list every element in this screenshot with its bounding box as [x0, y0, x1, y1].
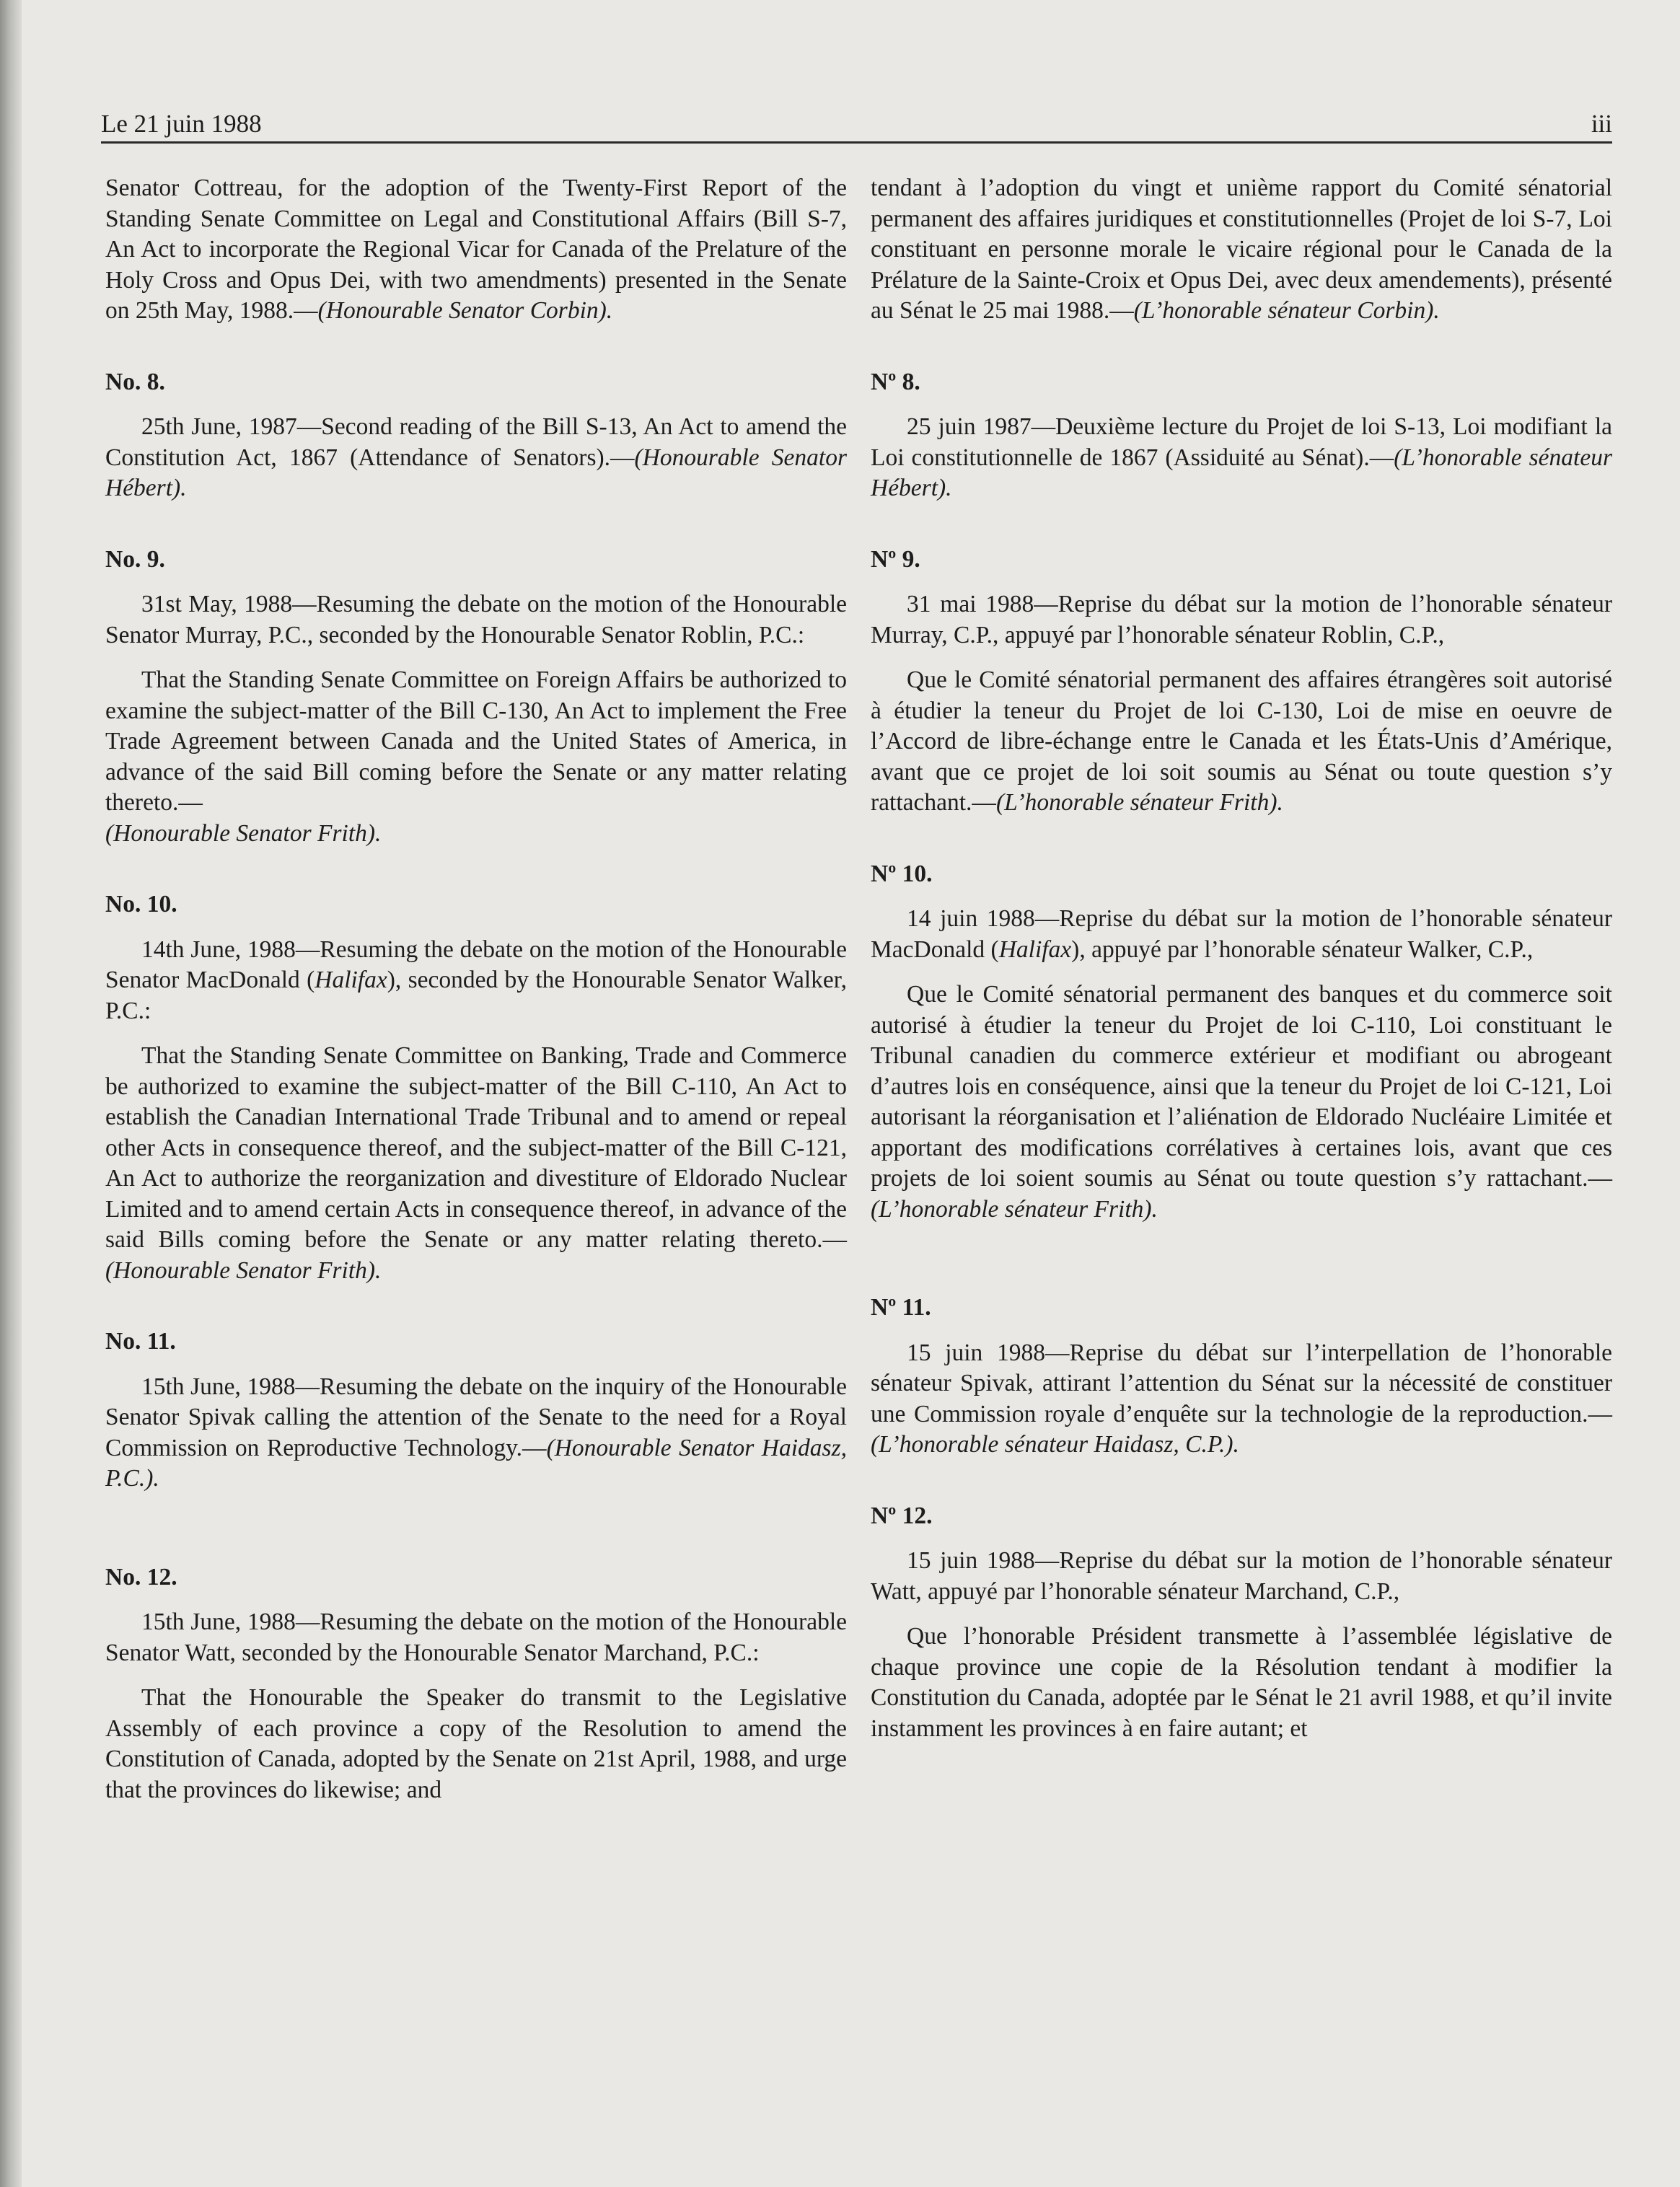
item-12-motion-fr: Que l’honorable Président transmette à l’assemblée législative de chaque province une copie de la Résolution tendant à modifier la Constitution du Canada, adoptée par le Sénat le 21 avril 1988, et qu’il invite instamment les provinces à en faire autant; et	[871, 1623, 1612, 1742]
item-9-sponsor-en: (Honourable Senator Frith).	[105, 819, 382, 847]
item-11-text-en: 15th June, 1988—Resuming the debate on the inquiry of the Honourable Senator Spivak calling the attention of the Senate to the need for a Royal Commission on Reproductive Technology.—(Honourable Senator Haidasz, P.C.).	[105, 1373, 847, 1492]
item-11-heading-fr: Nº 11.	[871, 1294, 931, 1321]
item-11-sponsor-en: (Honourable Senator Haidasz, P.C.).	[105, 1434, 847, 1492]
item-8-heading-fr: Nº 8.	[871, 368, 920, 395]
item-10-heading-en: No. 10.	[105, 891, 177, 918]
item-8-sponsor-en: (Honourable Senator Hébert).	[105, 444, 847, 501]
item-10-heading-fr: Nº 10.	[871, 860, 933, 887]
item-12-heading-en: No. 12.	[105, 1563, 177, 1590]
item-10-motion-en: That the Standing Senate Committee on Banking, Trade and Commerce be authorized to examine the subject-matter of the Bill C-110, An Act to establish the Canadian International Trade Tribunal and to amend or repeal other Acts in consequence thereof, and the subject-matter of the Bill C-121, An Act to authorize the reorganization and divestiture of Eldorado Nuclear Limited and to amend certain Acts in consequence thereof, in advance of the said Bills coming before the Senate or any matter relating thereto.—(Honourable Senator Frith).	[105, 1042, 847, 1284]
item-8-heading-en: No. 8.	[105, 368, 165, 395]
item-8-text-en: 25th June, 1987—Second reading of the Bill S-13, An Act to amend the Constitution Act, 1867 (Attendance of Senators).—(Honourable Senator Hébert).	[105, 413, 847, 501]
item-12-text-fr: 15 juin 1988—Reprise du débat sur la motion de l’honorable sénateur Watt, appuyé par l’honorable sénateur Marchand, C.P.,	[871, 1547, 1612, 1605]
english-column	[105, 173, 847, 1805]
item-8-sponsor-fr: (L’honorable sénateur Hébert).	[871, 444, 1612, 501]
item-12-heading-fr: Nº 12.	[871, 1502, 933, 1529]
item-8-text-fr: 25 juin 1987—Deuxième lecture du Projet de loi S-13, Loi modifiant la Loi constitutionnelle de 1867 (Assiduité au Sénat).—(L’honorable sénateur Hébert).	[871, 413, 1612, 501]
item-9-motion-fr: Que le Comité sénatorial permanent des affaires étrangères soit autorisé à étudier la teneur du Projet de loi C-130, Loi de mise en oeuvre de l’Accord de libre-échange entre le Canada et les États-Unis d’Amérique, avant que ce projet de loi soit soumis au Sénat ou toute question s’y rattachant.—(L’honorable sénateur Frith).	[871, 666, 1612, 816]
item-10-text-fr: 14 juin 1988—Reprise du débat sur la motion de l’honorable sénateur MacDonald (Halifax), appuyé par l’honorable sénateur Walker, C.P.,	[871, 905, 1612, 963]
header-date: Le 21 juin 1988	[101, 110, 262, 138]
item-11-text-fr: 15 juin 1988—Reprise du débat sur l’interpellation de l’honorable sénateur Spivak, attirant l’attention du Sénat sur la nécessité de constituer une Commission royale d’enquête sur la technologie de la reproduction.—(L’honorable sénateur Haidasz, C.P.).	[871, 1339, 1612, 1458]
item-9-sponsor-fr: (L’honorable sénateur Frith).	[995, 789, 1283, 816]
french-column	[871, 173, 1612, 1744]
item-10-text-en: 14th June, 1988—Resuming the debate on the motion of the Honourable Senator MacDonald (Halifax), seconded by the Honourable Senator Walker, P.C.:	[105, 936, 847, 1024]
intro-sponsor-en: (Honourable Senator Corbin).	[317, 297, 613, 324]
item-12-motion-en: That the Honourable the Speaker do transmit to the Legislative Assembly of each province a copy of the Resolution to amend the Constitution of Canada, adopted by the Senate on 21st April, 1988, and urge that the provinces do likewise; and	[105, 1684, 847, 1803]
item-10-motion-fr: Que le Comité sénatorial permanent des banques et du commerce soit autorisé à étudier la teneur du Projet de loi C-110, Loi constituant le Tribunal canadien du commerce extérieur et modifiant ou abrogeant d’autres lois en conséquence, ainsi que la teneur du Projet de loi C-121, Loi autorisant la réorganisation et l’aliénation de Eldorado Nucléaire Limitée et apportant des modifications corrélatives à certaines lois, avant que ces projets de loi soient soumis au Sénat ou toute question s’y rattachant.—(L’honorable sénateur Frith).	[871, 981, 1612, 1223]
item-9-heading-fr: Nº 9.	[871, 545, 920, 573]
intro-paragraph-en: Senator Cottreau, for the adoption of the Twenty-First Report of the Standing Senate Committee on Legal and Constitutional Affairs (Bill S-7, An Act to incorporate the Regional Vicar for Canada of the Prelature of the Holy Cross and Opus Dei, with two amendments) presented in the Senate on 25th May, 1988.—(Honourable Senator Corbin).	[105, 175, 847, 324]
item-11-heading-en: No. 11.	[105, 1328, 176, 1355]
intro-sponsor-fr: (L’honorable sénateur Corbin).	[1133, 297, 1440, 324]
item-12-text-en: 15th June, 1988—Resuming the debate on the motion of the Honourable Senator Watt, seconded by the Honourable Senator Marchand, P.C.:	[105, 1609, 847, 1666]
item-9-text-en: 31st May, 1988—Resuming the debate on the motion of the Honourable Senator Murray, P.C., seconded by the Honourable Senator Roblin, P.C.:	[105, 591, 847, 648]
item-9-text-fr: 31 mai 1988—Reprise du débat sur la motion de l’honorable sénateur Murray, C.P., appuyé par l’honorable sénateur Roblin, C.P.,	[871, 591, 1612, 648]
page-number: iii	[1591, 110, 1612, 138]
item-9-motion-en: That the Standing Senate Committee on Foreign Affairs be authorized to examine the subject-matter of the Bill C-130, An Act to implement the Free Trade Agreement between Canada and the United States of America, in advance of the said Bill coming before the Senate or any matter relating thereto.— (Honourable Senator Frith).	[105, 666, 847, 847]
item-10-sponsor-en: (Honourable Senator Frith).	[105, 1257, 382, 1284]
running-header	[101, 107, 1612, 144]
item-9-heading-en: No. 9.	[105, 545, 165, 573]
intro-paragraph-fr: tendant à l’adoption du vingt et unième rapport du Comité sénatorial permanent des affaires juridiques et constitutionnelles (Projet de loi S-7, Loi constituant en personne morale le vicaire régional pour le Canada de la Prélature de la Sainte-Croix et Opus Dei, avec deux amendements), présenté au Sénat le 25 mai 1988.—(L’honorable sénateur Corbin).	[871, 175, 1612, 324]
item-11-sponsor-fr: (L’honorable sénateur Haidasz, C.P.).	[871, 1431, 1239, 1458]
item-10-sponsor-fr: (L’honorable sénateur Frith).	[871, 1195, 1158, 1223]
